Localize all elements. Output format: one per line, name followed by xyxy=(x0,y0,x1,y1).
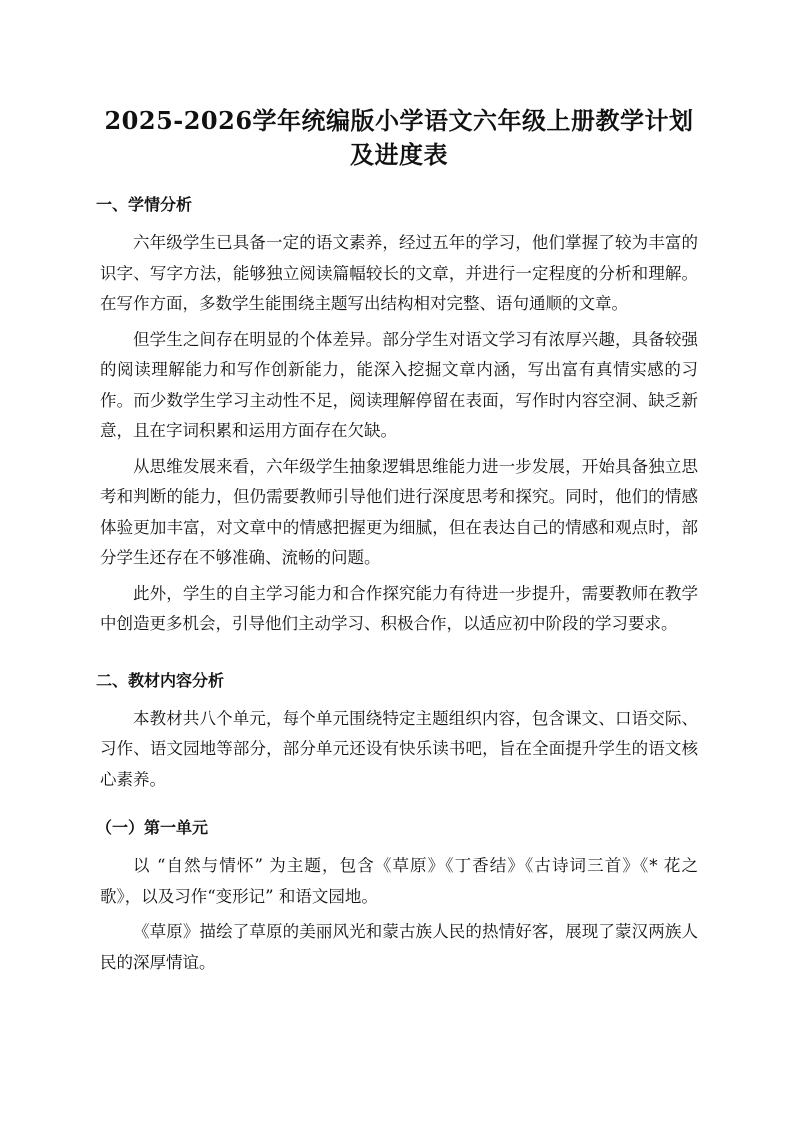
paragraph: 此外，学生的自主学习能力和合作探究能力有待进一步提升，需要教师在教学中创造更多机会，引导他们主动学习、积极合作，以适应初中阶段的学习要求。 xyxy=(100,583,698,633)
paragraph: 本教材共八个单元，每个单元围绕特定主题组织内容，包含课文、口语交际、习作、语文园地等部分，部分单元还设有快乐读书吧，旨在全面提升学生的语文核心素养。 xyxy=(100,708,698,789)
paragraph: 《草原》描绘了草原的美丽风光和蒙古族人民的热情好客，展现了蒙汉两族人民的深厚情谊。 xyxy=(100,922,698,972)
paragraph: 从思维发展来看，六年级学生抽象逻辑思维能力进一步发展，开始具备独立思考和判断的能力，但仍需要教师引导他们进行深度思考和探究。同时，他们的情感体验更加丰富，对文章中的情感把握更为细腻，但在表达自己的情感和观点时，部分学生还存在不够准确、流畅的问题。 xyxy=(100,456,698,567)
paragraph: 但学生之间存在明显的个体差异。部分学生对语文学习有浓厚兴趣，具备较强的阅读理解能力和写作创新能力，能深入挖掘文章内涵，写出富有真情实感的习作。而少数学生学习主动性不足，阅读理解停留在表面，写作时内容空洞、缺乏新意，且在字词积累和运用方面存在欠缺。 xyxy=(100,329,698,440)
paragraph: 六年级学生已具备一定的语文素养，经过五年的学习，他们掌握了较为丰富的识字、写字方法，能够独立阅读篇幅较长的文章，并进行一定程度的分析和理解。在写作方面，多数学生能围绕主题写出结构相对完整、语句通顺的文章。 xyxy=(100,233,698,313)
document-title: 2025-2026学年统编版小学语文六年级上册教学计划及进度表 xyxy=(104,106,694,169)
section-heading-student-analysis: 一、学情分析 xyxy=(96,195,193,214)
section-heading-textbook-analysis: 二、教材内容分析 xyxy=(96,670,225,690)
subsection-heading-unit-1: （一）第一单元 xyxy=(96,818,209,837)
paragraph: 以 “自然与情怀” 为主题，包含《草原》《丁香结》《古诗词三首》《* 花之歌》，以及习作“变形记” 和语文园地。 xyxy=(100,856,698,906)
